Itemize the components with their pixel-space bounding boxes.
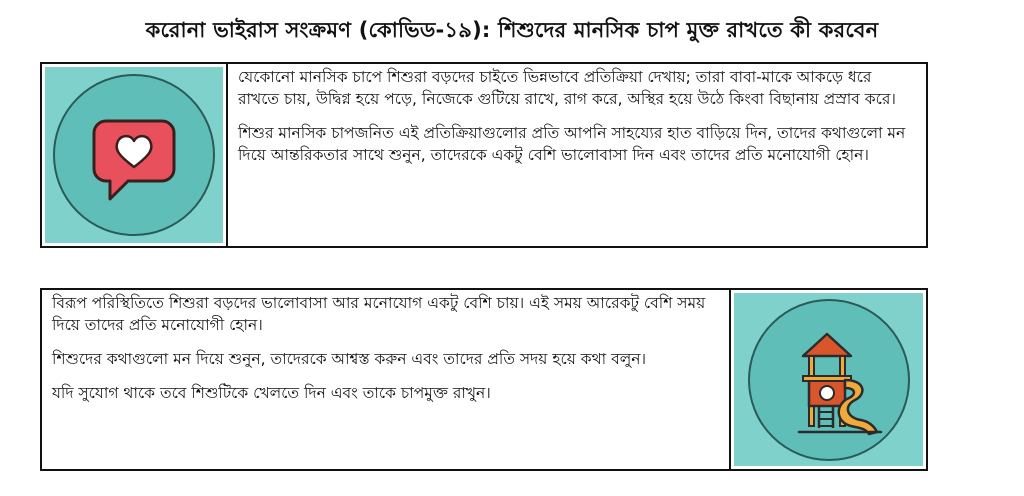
paragraph: যদি সুযোগ থাকে তবে শিশুটিকে খেলতে দিন এবং তাকে চাপমুক্ত রাখুন। <box>52 384 491 402</box>
tip-text-2 <box>42 290 729 469</box>
tip-box-1 <box>40 62 928 248</box>
tip-box-2 <box>40 288 928 471</box>
heart-chat-bubble-icon <box>48 69 220 241</box>
image-cell <box>42 64 228 246</box>
tip-text-1 <box>228 64 926 246</box>
image-background <box>45 67 223 243</box>
page-title: করোনা ভাইরাস সংক্রমণ (কোভিড-১৯): শিশুদের মানসিক চাপ মুক্ত রাখতে কী করবেন <box>145 18 879 42</box>
paragraph: শিশুদের কথাগুলো মন দিয়ে শুনুন, তাদেরকে আশ্বস্ত করুন এবং তাদের প্রতি সদয় হয়ে কথা বলুন। <box>52 350 647 368</box>
playground-slide-icon <box>743 294 915 466</box>
paragraph: যেকোনো মানসিক চাপে শিশুরা বড়দের চাইতে ভিন্নভাবে প্রতিক্রিয়া দেখায়; তারা বাবা-মাকে আকড়ে ধরে রাখতে চায়, উদ্বিগ্ন হয়ে পড়ে, নিজেকে গুটিয়ে রাখে, রাগ করে, অস্থির হয়ে উঠে কিংবা বিছানায় প্রস্রাব করে। <box>238 68 896 108</box>
paragraph: বিরূপ পরিস্থিতিতে শিশুরা বড়দের ভালোবাসা আর মনোযোগ একটু বেশি চায়। এই সময় আরেকটু বেশি সময় দিয়ে তাদের প্রতি মনোযোগী হোন। <box>52 294 706 334</box>
image-cell <box>729 290 926 469</box>
image-background <box>734 293 923 466</box>
paragraph: শিশুর মানসিক চাপজনিত এই প্রতিক্রিয়াগুলোর প্রতি আপনি সাহয্যের হাত বাড়িয়ে দিন, তাদের কথাগুলো মন দিয়ে আন্তরিকতার সাথে শুনুন, তাদেরকে একটু বেশি ভালোবাসা দিন এবং তাদের প্রতি মনোযোগী হোন। <box>238 124 906 164</box>
